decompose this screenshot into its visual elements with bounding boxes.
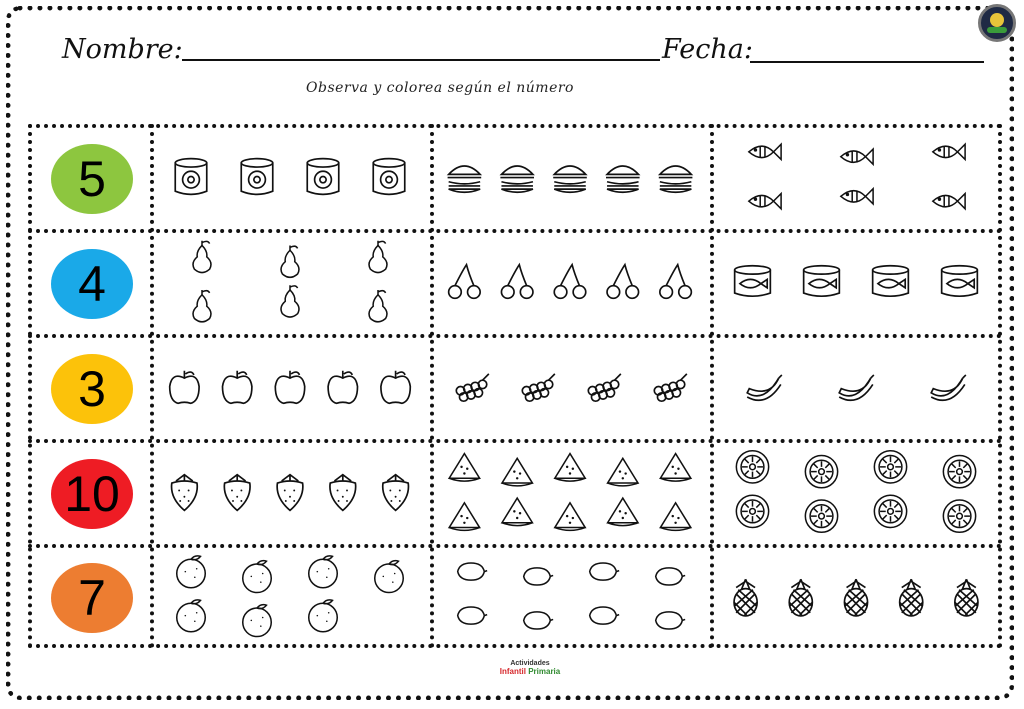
kiwi-icon <box>805 500 837 532</box>
picture-cell-kiwi[interactable] <box>718 447 994 536</box>
picture-cell-strawberry[interactable] <box>158 447 422 536</box>
number-value: 7 <box>78 570 106 626</box>
number-badge <box>51 563 133 633</box>
watermelon-slice-icon <box>449 454 479 482</box>
name-label: Nombre: <box>62 34 183 65</box>
picture-cell-hamburger[interactable] <box>438 132 702 221</box>
cherries-icon <box>660 265 692 299</box>
orange-icon <box>177 600 206 632</box>
instruction-text: Observa y colorea según el número <box>306 80 574 96</box>
bananas-icon <box>931 375 966 400</box>
lemon-icon <box>458 607 487 624</box>
kiwi-icon <box>943 456 975 488</box>
pineapple-icon <box>900 579 923 616</box>
lemon-icon <box>524 612 553 629</box>
picture-cell-pear[interactable] <box>158 237 422 326</box>
hamburger-icon <box>659 166 693 192</box>
number-badge <box>51 459 133 529</box>
lemon-icon <box>656 612 685 629</box>
fish-icon <box>749 194 781 209</box>
dotted-divider <box>28 124 32 648</box>
kiwi-icon <box>943 500 975 532</box>
lemon-icon <box>590 607 619 624</box>
picture-cell-apple[interactable] <box>158 342 422 431</box>
cherries-icon <box>449 265 481 299</box>
number-badge <box>51 144 133 214</box>
grapes-icon <box>522 374 555 401</box>
number-value: 4 <box>78 255 106 312</box>
picture-cell-watermelon-slice[interactable] <box>438 447 702 536</box>
dotted-divider <box>28 124 1002 128</box>
watermelon-slice-icon <box>502 498 532 526</box>
fish-icon <box>933 194 965 209</box>
watermelon-slice-icon <box>660 454 690 482</box>
watermelon-slice-icon <box>660 503 690 531</box>
grapes-icon <box>456 374 489 401</box>
picture-cell-grapes[interactable] <box>438 342 702 431</box>
canned-pineapple-icon <box>241 159 273 195</box>
orange-icon <box>375 561 404 593</box>
bananas-icon <box>839 375 874 400</box>
picture-cell-pineapple[interactable] <box>718 552 994 640</box>
number-value: 10 <box>64 465 120 522</box>
strawberry-icon <box>330 475 356 511</box>
dotted-divider <box>28 334 1002 338</box>
cherries-icon <box>554 265 586 299</box>
canned-fish-icon <box>804 266 840 296</box>
dotted-divider <box>998 124 1002 648</box>
hamburger-icon <box>500 166 534 192</box>
watermelon-slice-icon <box>555 454 585 482</box>
pear-icon <box>281 285 299 317</box>
pineapple-icon <box>734 579 757 616</box>
picture-cell-cherries[interactable] <box>438 237 702 326</box>
strawberry-icon <box>224 475 250 511</box>
apple-icon <box>381 371 410 404</box>
picture-cell-lemon[interactable] <box>438 552 702 640</box>
apple-icon <box>170 371 199 404</box>
pear-icon <box>193 241 211 273</box>
apple-icon <box>328 371 357 404</box>
watermelon-slice-icon <box>502 458 532 486</box>
apple-icon <box>275 371 304 404</box>
strawberry-icon <box>277 475 303 511</box>
watermelon-slice-icon <box>555 503 585 531</box>
dotted-divider <box>28 439 1002 443</box>
orange-icon <box>309 556 338 588</box>
strawberry-icon <box>172 475 198 511</box>
bananas-icon <box>747 375 782 400</box>
dotted-divider <box>28 644 1002 648</box>
footer-logo: Actividades Infantil Primaria <box>499 660 561 676</box>
pear-icon <box>193 290 211 322</box>
fish-icon <box>933 144 965 159</box>
pear-icon <box>369 290 387 322</box>
dotted-divider <box>150 124 154 648</box>
canned-fish-icon <box>873 266 909 296</box>
dotted-divider <box>430 124 434 648</box>
cherries-icon <box>607 265 639 299</box>
lemon-icon <box>458 563 487 580</box>
pineapple-icon <box>789 579 812 616</box>
number-badge <box>51 354 133 424</box>
number-value: 3 <box>78 360 106 417</box>
lemon-icon <box>656 568 685 585</box>
orange-icon <box>243 561 272 593</box>
kiwi-icon <box>736 451 768 483</box>
hamburger-icon <box>553 166 587 192</box>
watermelon-slice-icon <box>608 498 638 526</box>
hamburger-icon <box>448 166 482 192</box>
kiwi-icon <box>874 451 906 483</box>
picture-cell-fish[interactable] <box>718 132 994 221</box>
counting-grid <box>28 124 1002 648</box>
canned-pineapple-icon <box>175 159 207 195</box>
orange-icon <box>243 605 272 637</box>
hamburger-icon <box>606 166 640 192</box>
picture-cell-canned-fish[interactable] <box>718 237 994 326</box>
watermelon-slice-icon <box>449 503 479 531</box>
fish-icon <box>749 144 781 159</box>
worksheet-header <box>62 30 992 70</box>
dotted-divider <box>710 124 714 648</box>
dotted-divider <box>28 229 1002 233</box>
orange-icon <box>309 600 338 632</box>
picture-cell-orange[interactable] <box>158 552 422 640</box>
kiwi-icon <box>736 495 768 527</box>
lemon-icon <box>590 563 619 580</box>
canned-fish-icon <box>942 266 978 296</box>
grapes-icon <box>588 374 621 401</box>
date-label: Fecha: <box>662 34 753 65</box>
kiwi-icon <box>805 456 837 488</box>
fish-icon <box>841 149 873 164</box>
number-value: 5 <box>78 150 106 207</box>
fish-icon <box>841 189 873 204</box>
cherries-icon <box>501 265 533 299</box>
canned-fish-icon <box>735 266 771 296</box>
lemon-icon <box>524 568 553 585</box>
date-field[interactable] <box>750 61 984 63</box>
watermelon-slice-icon <box>608 458 638 486</box>
grapes-icon <box>654 374 687 401</box>
pear-icon <box>369 241 387 273</box>
strawberry-icon <box>383 475 409 511</box>
pear-icon <box>281 246 299 278</box>
canned-pineapple-icon <box>373 159 405 195</box>
picture-cell-canned-pineapple[interactable] <box>158 132 422 221</box>
canned-pineapple-icon <box>307 159 339 195</box>
pineapple-icon <box>955 579 978 616</box>
picture-cell-bananas[interactable] <box>718 342 994 431</box>
number-badge <box>51 249 133 319</box>
orange-icon <box>177 556 206 588</box>
kiwi-icon <box>874 495 906 527</box>
dotted-divider <box>28 544 1002 548</box>
pineapple-icon <box>844 579 867 616</box>
apple-icon <box>223 371 252 404</box>
name-field[interactable] <box>182 59 660 61</box>
